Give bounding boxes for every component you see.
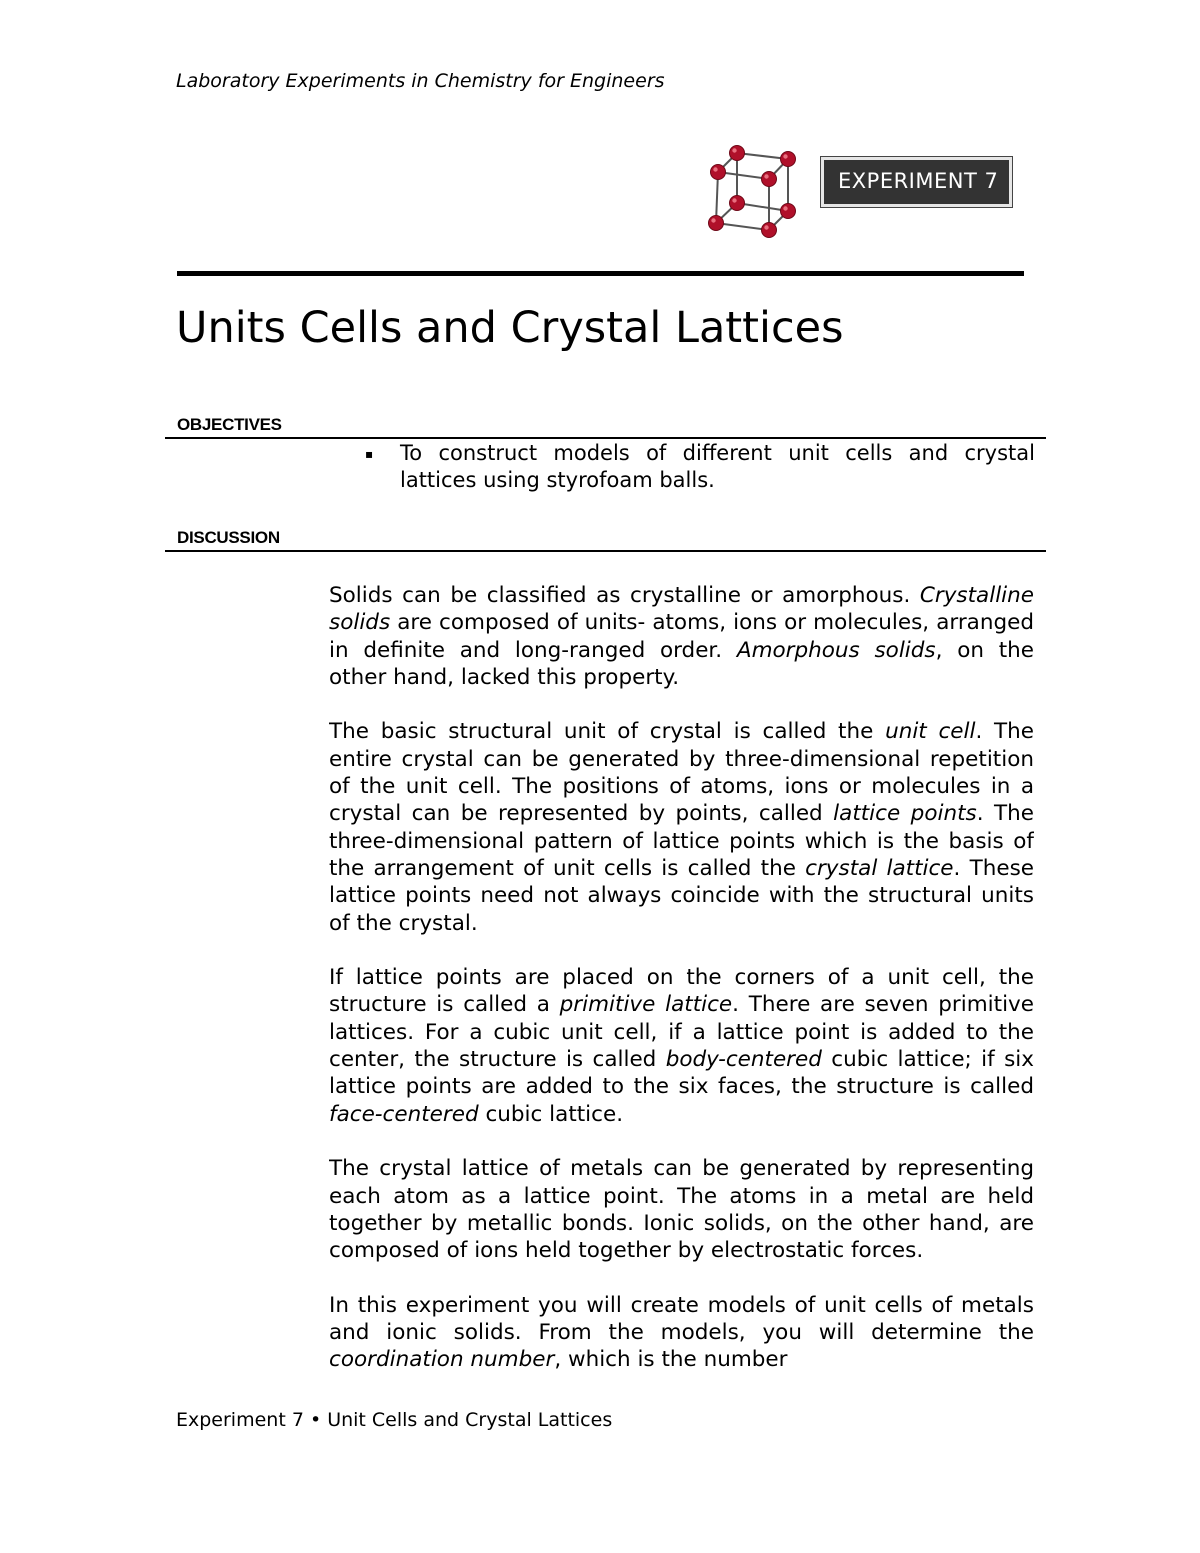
text-run: If lattice points are placed on the corners of a unit cell, the structure is called a bbox=[329, 965, 1034, 1018]
discussion-rule bbox=[165, 550, 1046, 552]
crystal-lattice-icon bbox=[700, 140, 804, 244]
atom-sphere bbox=[762, 223, 777, 238]
atom-highlight bbox=[783, 154, 787, 158]
text-run: The basic structural unit of crystal is called the bbox=[329, 719, 886, 745]
objectives-heading: OBJECTIVES bbox=[177, 415, 282, 434]
atom-highlight bbox=[711, 218, 715, 222]
atom-sphere bbox=[730, 146, 745, 161]
discussion-heading: DISCUSSION bbox=[177, 528, 280, 547]
atom-sphere bbox=[762, 172, 777, 187]
text-run: , on the other hand, lacked this property. bbox=[329, 637, 1034, 690]
text-run: cubic lattice; if six lattice points are added to the six faces, the structure is called bbox=[329, 1047, 1034, 1100]
footer: Experiment 7 • Unit Cells and Crystal Lattices bbox=[176, 1409, 613, 1431]
discussion-paragraph bbox=[329, 1155, 1034, 1264]
text-run: are composed of units- atoms, ions or molecules, arranged in definite and long-ranged order. bbox=[329, 610, 1034, 663]
experiment-badge: EXPERIMENT 7 bbox=[821, 157, 1012, 207]
text-run: cubic lattice. bbox=[478, 1101, 624, 1127]
atom-highlight bbox=[732, 198, 736, 202]
discussion-paragraph bbox=[329, 718, 1034, 936]
text-run: Solids can be classified as crystalline or amorphous. bbox=[329, 583, 920, 608]
text-run: . The three-dimensional pattern of lattice points which is the basis of the arrangement of unit cells is called the bbox=[329, 801, 1034, 881]
emphasized-term: crystal lattice bbox=[805, 855, 954, 881]
atom-sphere bbox=[781, 152, 796, 167]
objectives-rule bbox=[165, 437, 1046, 439]
emphasized-term: coordination number bbox=[329, 1347, 555, 1373]
bullet-icon: ▪ bbox=[365, 447, 374, 461]
emphasized-term: face-centered bbox=[329, 1101, 479, 1127]
atom-highlight bbox=[764, 225, 768, 229]
running-header: Laboratory Experiments in Chemistry for Engineers bbox=[176, 70, 665, 92]
emphasized-term: body-centered bbox=[665, 1047, 822, 1073]
emphasized-term: primitive lattice bbox=[559, 992, 733, 1018]
atom-sphere bbox=[730, 196, 745, 211]
discussion-paragraph bbox=[329, 582, 1034, 691]
discussion-paragraph bbox=[329, 964, 1034, 1128]
discussion-body bbox=[329, 582, 1034, 1400]
page-title: Units Cells and Crystal Lattices bbox=[176, 303, 844, 353]
atom-highlight bbox=[732, 148, 736, 152]
atom-highlight bbox=[783, 206, 787, 210]
atom-highlight bbox=[713, 167, 717, 171]
atom-sphere bbox=[781, 204, 796, 219]
text-run: , which is the number bbox=[554, 1347, 788, 1373]
atom-spheres bbox=[709, 146, 796, 238]
objective-item: To construct models of different unit cells and crystal lattices using styrofoam balls. bbox=[400, 441, 1035, 492]
atom-sphere bbox=[711, 165, 726, 180]
text-run: The crystal lattice of metals can be generated by representing each atom as a lattice point. The atoms in a metal are held together by metallic bonds. Ionic solids, on the other hand, are composed of ions held together by electrostatic forces. bbox=[329, 1156, 1034, 1264]
text-run: In this experiment you will create models of unit cells of metals and ionic solids. From the models, you will determine the bbox=[329, 1292, 1034, 1346]
emphasized-term: lattice points bbox=[833, 801, 977, 827]
emphasized-term: Amorphous solids bbox=[736, 637, 936, 663]
atom-highlight bbox=[764, 174, 768, 178]
title-rule bbox=[177, 271, 1024, 276]
text-run: . There are seven primitive lattices. For a cubic unit cell, if a lattice point is added to the center, the structure is called bbox=[329, 992, 1034, 1073]
emphasized-term: unit cell bbox=[885, 719, 976, 745]
text-run: . The entire crystal can be generated by three-dimensional repetition of the unit cell. The positions of atoms, ions or molecules in a crystal can be represented by points, called bbox=[329, 719, 1034, 827]
atom-sphere bbox=[709, 216, 724, 231]
discussion-paragraph bbox=[329, 1292, 1034, 1374]
emphasized-term: Crystalline solids bbox=[329, 583, 1034, 636]
text-run: . These lattice points need not always coincide with the structural units of the crystal. bbox=[329, 855, 1034, 936]
